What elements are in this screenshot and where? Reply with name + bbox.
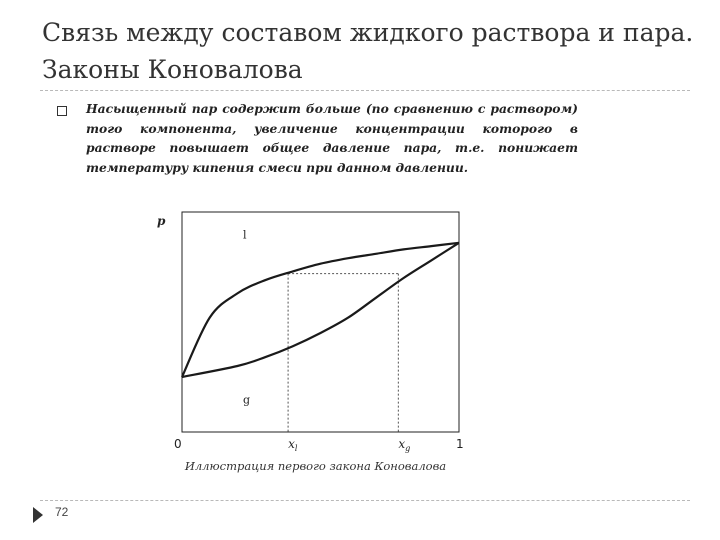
title-divider bbox=[40, 90, 690, 91]
x-tick-xl: $x_l$ bbox=[288, 437, 298, 453]
plot-frame bbox=[182, 212, 459, 432]
series-label-g: g bbox=[242, 393, 250, 407]
page-number: 72 bbox=[55, 505, 69, 519]
slide-title: Связь между составом жидкого раствора и пара. Законы Коновалова bbox=[42, 18, 694, 84]
series-line-l bbox=[182, 243, 459, 377]
series-label-l: l bbox=[242, 228, 247, 242]
x-tick-xg: $x_g$ bbox=[398, 437, 411, 453]
bullet-square-icon bbox=[57, 106, 67, 116]
y-axis-label: p bbox=[157, 214, 166, 228]
x-tick-1: 1 bbox=[456, 437, 464, 451]
footer-arrow-icon bbox=[33, 507, 43, 523]
footer-divider bbox=[40, 500, 690, 501]
x-tick-0: 0 bbox=[174, 437, 182, 451]
bullet-text: Насыщенный пар содержит больше (по сравнению с раствором) того компонента, увеличение концентрации которого в растворе повышает общее давление пара, т.е. понижает температуру кипения смеси при данном давлении. bbox=[86, 101, 578, 175]
chart-caption: Иллюстрация первого закона Коновалова bbox=[184, 459, 447, 473]
konovalov-chart bbox=[150, 195, 480, 480]
